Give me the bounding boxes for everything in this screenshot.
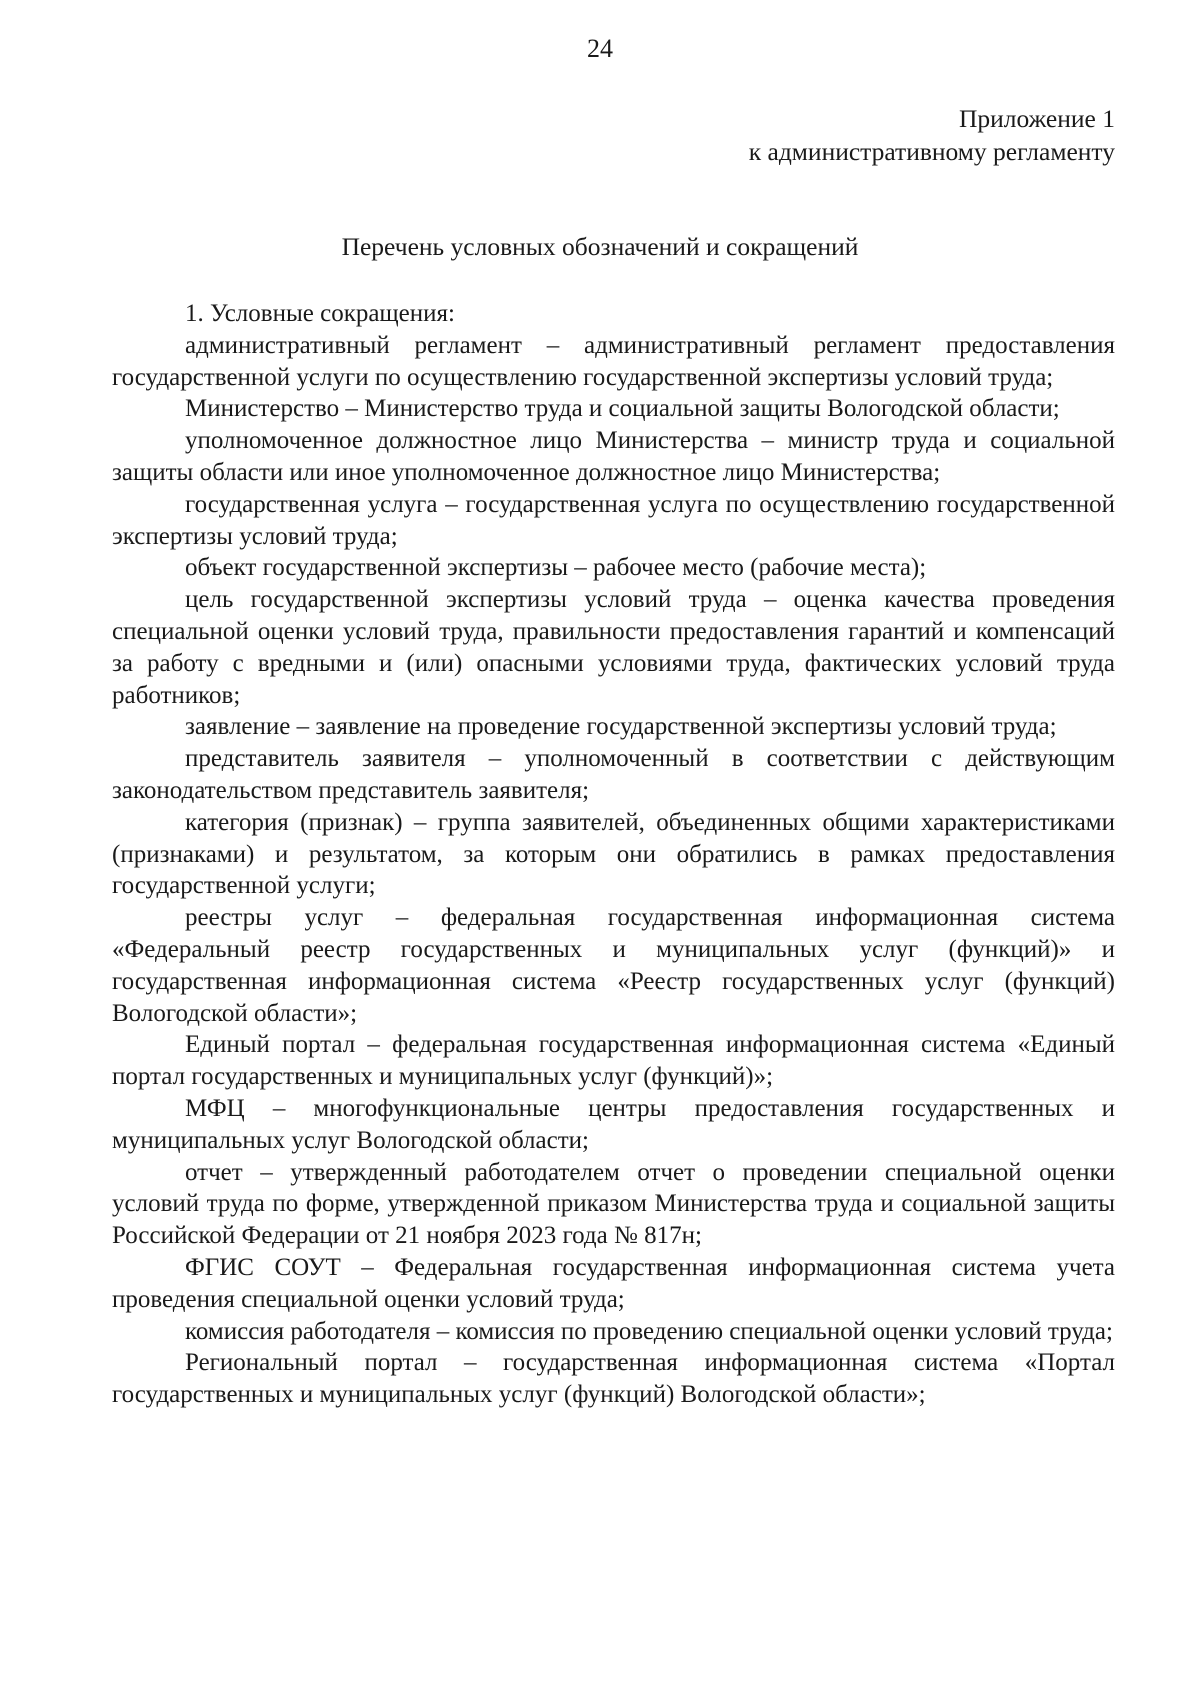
definition-item: реестры услуг – федеральная государственная информационная система «Федеральный реестр государственных и муниципальных услуг (функций)» и государственная информационная система «Реестр государственных услуг (функций) Вологодской области»; — [112, 904, 1115, 1027]
definition-item: МФЦ – многофункциональные центры предоставления государственных и муниципальных услуг Вологодской области; — [112, 1094, 1115, 1154]
document-body — [112, 298, 1115, 1411]
definition-item: категория (признак) – группа заявителей, объединенных общими характеристиками (признаками) и результатом, за которым они обратились в рамках предоставления государственной услуги; — [112, 808, 1115, 900]
document-title: Перечень условных обозначений и сокращений — [341, 232, 859, 261]
definition-item: государственная услуга – государственная услуга по осуществлению государственной экспертизы условий труда; — [112, 490, 1115, 550]
definition-item: уполномоченное должностное лицо Министерства – министр труда и социальной защиты области или иное уполномоченное должностное лицо Министерства; — [112, 427, 1115, 486]
definition-item: цель государственной экспертизы условий труда – оценка качества проведения специальной оценки условий труда, правильности предоставления гарантий и компенсаций за работу с вредными и (или) опасными условиями труда, фактических условий труда работников; — [112, 586, 1115, 709]
definition-item: комиссия работодателя – комиссия по проведению специальной оценки условий труда; — [185, 1317, 1113, 1345]
definition-item: представитель заявителя – уполномоченный в соответствии с действующим законодательством представитель заявителя; — [112, 745, 1115, 804]
definition-item: административный регламент – административный регламент предоставления государственной услуги по осуществлению государственной экспертизы условий труда; — [112, 331, 1115, 391]
section-heading: 1. Условные сокращения: — [185, 300, 455, 327]
definition-item: ФГИС СОУТ – Федеральная государственная информационная система учета проведения специальной оценки условий труда; — [112, 1253, 1115, 1313]
definition-item: Региональный портал – государственная информационная система «Портал государственных и муниципальных услуг (функций) Вологодской области»; — [112, 1349, 1115, 1409]
definition-item: Министерство – Министерство труда и социальной защиты Вологодской области; — [185, 395, 1060, 423]
appendix-line-1: Приложение 1 — [959, 104, 1115, 133]
appendix-header — [749, 102, 1115, 168]
appendix-line-2: к административному регламенту — [748, 137, 1115, 166]
definition-item: отчет – утвержденный работодателем отчет о проведении специальной оценки условий труда по форме, утвержденной приказом Министерства труда и социальной защиты Российской Федерации от 21 ноября 2023 года № 817н; — [112, 1158, 1115, 1250]
definition-item: объект государственной экспертизы – рабочее место (рабочие места); — [185, 554, 927, 582]
definition-item: Единый портал – федеральная государственная информационная система «Единый портал государственных и муниципальных услуг (функций)»; — [112, 1031, 1115, 1091]
definition-item: заявление – заявление на проведение государственной экспертизы условий труда; — [185, 713, 1057, 741]
page-number: 24 — [587, 34, 613, 63]
